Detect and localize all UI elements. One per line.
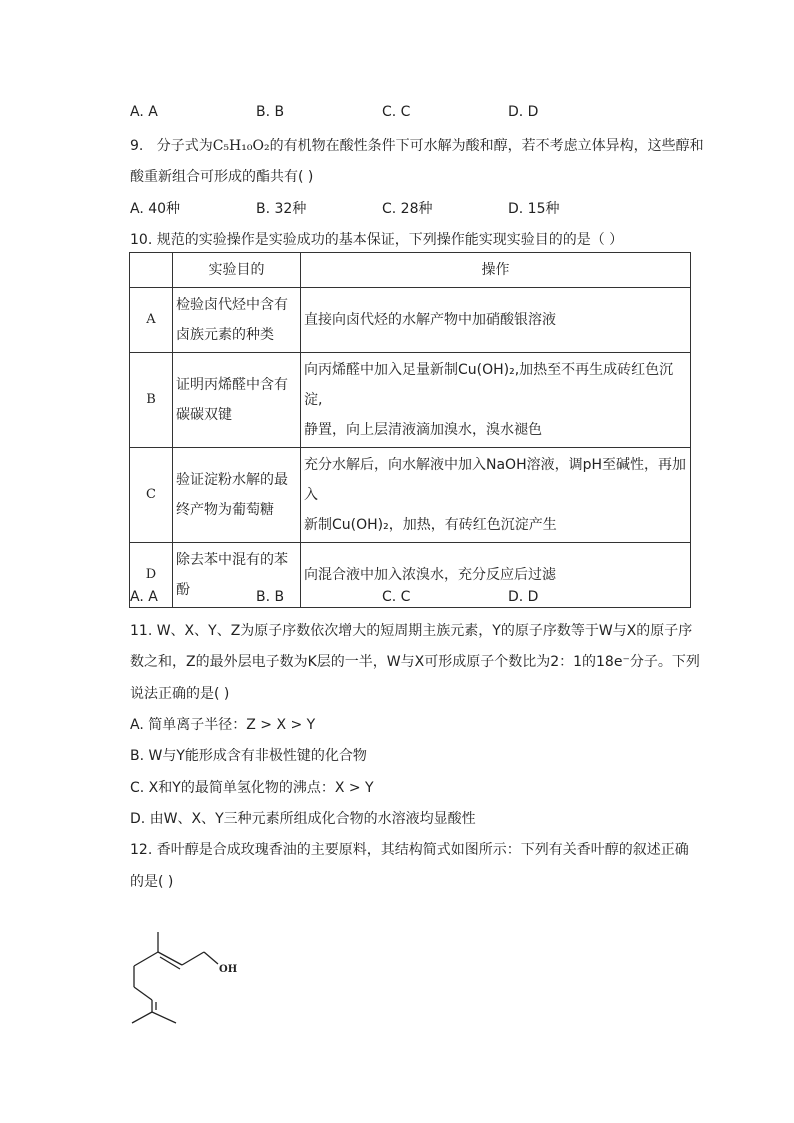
row-key: D xyxy=(130,543,173,608)
q9-options xyxy=(130,198,690,218)
row-key: B xyxy=(130,353,173,448)
op-line: 向丙烯醛中加入足量新制Cu(OH)₂,加热至不再生成砖红色沉淀, xyxy=(304,362,674,408)
row-key: C xyxy=(130,448,173,543)
table-header-row xyxy=(130,253,691,288)
row-goal xyxy=(173,288,301,353)
op-line: 充分水解后，向水解液中加入NaOH溶液，调pH至碱性，再加入 xyxy=(304,457,687,503)
q12-line1: 12. 香叶醇是合成玫瑰香油的主要原料，其结构简式如图所示：下列有关香叶醇的叙述正确 xyxy=(130,842,689,858)
table-row xyxy=(130,288,691,353)
q10-option-a: A. A xyxy=(130,589,158,605)
goal-line: 酚 xyxy=(176,582,190,598)
geraniol-structure xyxy=(120,920,270,1030)
q11-choice-c: C. X和Y的最简单氢化物的沸点：X > Y xyxy=(130,780,374,796)
goal-line: 碳碳双键 xyxy=(176,407,232,423)
q8-option-c: C. C xyxy=(382,104,411,120)
header-cell-operation: 操作 xyxy=(301,253,691,288)
q11-choice-b: B. W与Y能形成含有非极性键的化合物 xyxy=(130,748,367,764)
q9-formula: C₅H₁₀O₂ xyxy=(212,138,270,154)
q9-line1 xyxy=(130,135,704,155)
goal-line: 终产物为葡萄糖 xyxy=(176,502,274,518)
q10-options xyxy=(130,589,690,609)
op-line: 静置，向上层清液滴加溴水，溴水褪色 xyxy=(304,422,542,438)
q9-number: 9. xyxy=(130,138,144,154)
q10-stem: 10. 规范的实验操作是实验成功的基本保证，下列操作能实现实验目的的是（ ） xyxy=(130,232,624,248)
q9-line2: 酸重新组合可形成的酯共有( ) xyxy=(130,169,314,185)
q8-option-a: A. A xyxy=(130,104,158,120)
header-cell-goal: 实验目的 xyxy=(173,253,301,288)
q9-option-a: A. 40种 xyxy=(130,201,181,217)
q9-option-d: D. 15种 xyxy=(508,201,560,217)
row-key: A xyxy=(130,288,173,353)
row-operation xyxy=(301,353,691,448)
q11-choice-a: A. 简单离子半径：Z > X > Y xyxy=(130,717,316,733)
op-line: 向混合液中加入浓溴水，充分反应后过滤 xyxy=(304,567,556,583)
goal-line: 证明丙烯醛中含有 xyxy=(176,377,288,393)
row-operation xyxy=(301,448,691,543)
q12-line2: 的是( ) xyxy=(130,874,174,890)
q10-option-c: C. C xyxy=(382,589,411,605)
header-cell-empty xyxy=(130,253,173,288)
goal-line: 除去苯中混有的苯 xyxy=(176,552,288,568)
goal-line: 卤族元素的种类 xyxy=(176,327,274,343)
q8-option-b: B. B xyxy=(256,104,285,120)
goal-line: 验证淀粉水解的最 xyxy=(176,472,288,488)
q10-option-b: B. B xyxy=(256,589,285,605)
row-goal xyxy=(173,448,301,543)
q9-text-post: 的有机物在酸性条件下可水解为酸和醇，若不考虑立体异构，这些醇和 xyxy=(269,138,704,154)
table-row xyxy=(130,353,691,448)
q8-option-d: D. D xyxy=(508,104,539,120)
oh-label: OH xyxy=(219,964,238,975)
q10-option-d: D. D xyxy=(508,589,539,605)
op-line: 直接向卤代烃的水解产物中加硝酸银溶液 xyxy=(304,312,556,328)
q11-line3: 说法正确的是( ) xyxy=(130,686,230,702)
q9-option-c: C. 28种 xyxy=(382,201,433,217)
q9-text-pre: 分子式为 xyxy=(156,138,213,154)
q9-option-b: B. 32种 xyxy=(256,201,307,217)
op-line: 新制Cu(OH)₂，加热，有砖红色沉淀产生 xyxy=(304,517,557,533)
q11-line2: 数之和，Z的最外层电子数为K层的一半，W与X可形成原子个数比为2：1的18e⁻分子。下列 xyxy=(130,654,700,670)
q8-options xyxy=(130,104,690,124)
goal-line: 检验卤代烃中含有 xyxy=(176,297,288,313)
table-row xyxy=(130,448,691,543)
q10-table xyxy=(129,252,691,608)
row-goal xyxy=(173,353,301,448)
q11-choice-d: D. 由W、X、Y三种元素所组成化合物的水溶液均显酸性 xyxy=(130,811,476,827)
row-operation xyxy=(301,288,691,353)
structure-bonds xyxy=(132,932,218,1023)
q11-line1: 11. W、X、Y、Z为原子序数依次增大的短周期主族元素，Y的原子序数等于W与X的原子序 xyxy=(130,623,693,639)
